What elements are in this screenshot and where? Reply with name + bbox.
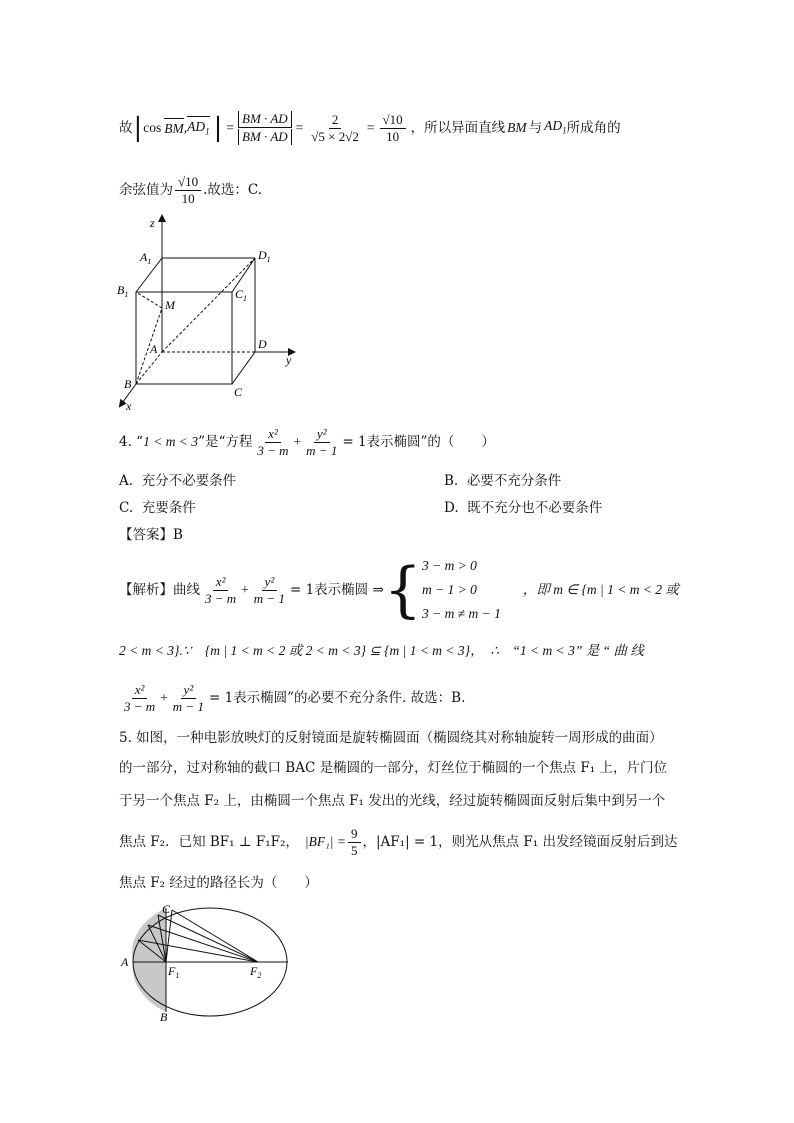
label-b: B	[160, 1010, 168, 1024]
cube-figure	[110, 212, 300, 412]
cosine-numerator: BM · AD	[238, 111, 292, 128]
cos-text: cos	[143, 120, 162, 135]
fraction-root10-over-10: $\frac{√10}{10}$	[380, 112, 406, 145]
cosine-fraction	[238, 111, 292, 145]
fraction-2-over-root: $\frac{2}{√5 \times 2√2}$	[311, 111, 359, 144]
q4-fraction-x: $\frac{\text{x²}}{3 - m}$	[257, 425, 289, 458]
cosine-denominator: BM · AD	[238, 129, 292, 145]
cosine-value-line: 余弦值为 $\frac{√10}{10}$ .故选：C.	[119, 173, 263, 206]
q5-line-2: 的一部分，过对称轴的截口 BAC 是椭圆的一部分，灯丝位于椭圆的一个焦点 F₁ 上，片门位	[119, 760, 667, 776]
label-x: x	[126, 399, 132, 412]
analysis-line-2: 2 < m < 3}.∵ {m | 1 < m < 2 或 2 < m < 3} ⊆ {m | 1 < m < 3}， ∴ “1 < m < 3” 是 “ 曲 线	[119, 643, 644, 658]
analysis-line-3: $\frac{\text{x²}}{3 - m}$ + $\frac{\text{y²}}{m - 1}$ = 1表示椭圆”的必要不充分条件. 故选：B.	[124, 681, 466, 714]
q5-line-1: 5. 如图，一种电影放映灯的反射镜面是旋转椭圆面（椭圆绕其对称轴旋转一周形成的曲面）	[119, 730, 663, 746]
svg-text:D1: $D_1$	[258, 248, 271, 264]
label-f2: $F_2$	[250, 964, 262, 980]
cosine-equation-line: 故 | cos BM , $AD_1$ | = $\frac{BM \cdot AD}{BM \cdot AD}$ = $\frac{2}{√5 \times 2√2}$ = $\frac{√10}{10}$ ，所以异面直线 BM 与 $AD_1$ 所成角的	[119, 111, 621, 144]
label-y: y	[286, 353, 292, 367]
label-m: M	[165, 298, 175, 312]
label-a: A	[121, 955, 129, 969]
svg-text:D: D	[258, 337, 267, 351]
option-d[interactable]: D. 既不充分也不必要条件	[444, 500, 603, 516]
option-a[interactable]: A. 充分不必要条件	[119, 473, 237, 489]
option-c[interactable]: C. 充要条件	[119, 500, 196, 516]
label-c: C	[162, 902, 171, 916]
analysis-line-1: 【解析】曲线 $\frac{\text{x²}}{3 - m}$ + $\frac{\text{y²}}{m - 1}$ = 1表示椭圆 ⇒ { 3 − m > 0 m − 1 > 0 3 − m ≠ m − 1 ，即 m ∈ {m | 1 < m < 2 或	[119, 555, 679, 625]
q5-line-4: 焦点 F₂．已知 BF₁ ⊥ F₁F₂， |BF₁| = $\frac{9}{5}$ ，|AF₁| = 1，则光从焦点 F₁ 出发经镜面反射后到达	[119, 825, 678, 858]
svg-text:A: A	[150, 342, 158, 356]
q5-line-3: 于另一个焦点 F₂ 上，由椭圆一个焦点 F₁ 发出的光线，经过旋转椭圆面反射后集中到另一个	[119, 793, 666, 809]
option-b[interactable]: B. 必要不充分条件	[444, 473, 562, 489]
svg-text:A1: $A_1$	[140, 250, 152, 266]
svg-text:C1: $C_1$	[235, 287, 248, 303]
q5-line-5: 焦点 F₂ 经过的路径长为（ ）	[119, 875, 318, 891]
ellipse-figure	[118, 900, 293, 1025]
label-z: z	[150, 216, 155, 230]
cosine-value-fraction: $\frac{√10}{10}$	[175, 174, 201, 207]
question-4-stem: 4. “ 1 < m < 3 ”是“方程 $\frac{\text{x²}}{3 - m}$ + $\frac{\text{y²}}{m - 1}$ = 1表示椭圆”的（ ）	[119, 425, 495, 458]
svg-text:C: C	[234, 385, 243, 399]
q5-fraction-9-5: $\frac{9}{5}$	[348, 826, 361, 859]
gu-text: 故	[119, 120, 133, 136]
label-f1: $F_1$	[168, 964, 180, 980]
answer-label: 【答案】B	[119, 527, 183, 543]
svg-text:B1: $B_1$	[117, 283, 129, 299]
q4-fraction-y: $\frac{\text{y²}}{m - 1}$	[306, 425, 338, 458]
svg-text:B: B	[124, 377, 132, 391]
system-brace: {	[383, 555, 422, 625]
inequality-system: 3 − m > 0 m − 1 > 0 3 − m ≠ m − 1	[421, 558, 501, 621]
